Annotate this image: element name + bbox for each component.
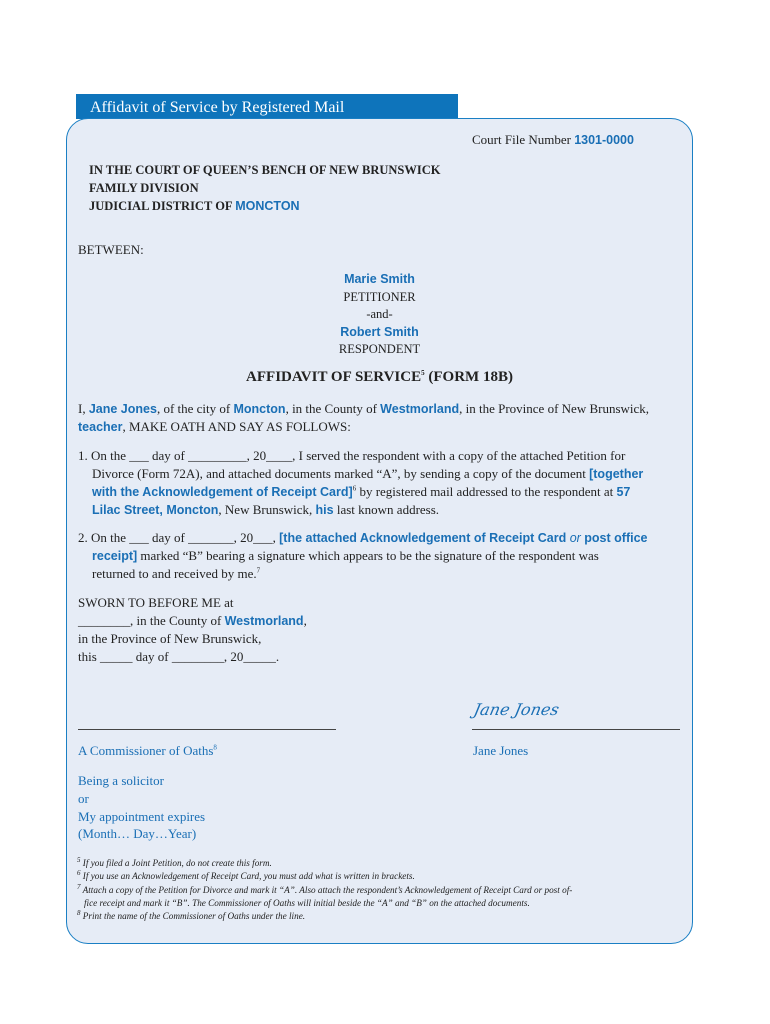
sworn-county: Westmorland — [224, 614, 304, 628]
commissioner-notes: Being a solicitor or My appointment expires (Month… Day…Year) — [78, 773, 206, 842]
and-label: -and- — [366, 307, 393, 322]
document-title: AFFIDAVIT OF SERVICE$^5$ (FORM 18B) — [246, 369, 513, 385]
footnote: fice receipt and mark it “B”. The Commissioner of Oaths will initial beside the “A” and “B” on the attached documents. — [84, 897, 530, 908]
court-heading: IN THE COURT OF QUEEN’S BENCH OF NEW BRUNSWICK FAMILY DIVISION JUDICIAL DISTRICT OF MONCTON — [89, 163, 441, 213]
footnote: $^5$ If you filed a Joint Petition, do not create this form. — [77, 855, 272, 868]
between-label: BETWEEN: — [78, 242, 144, 257]
deponent-signature-line — [472, 729, 680, 730]
sworn-block: SWORN TO BEFORE ME at ________, in the County of Westmorland, in the Province of New Brunswick, this _____ day of ________, 20_____. — [78, 595, 307, 664]
judicial-district: MONCTON — [235, 199, 300, 213]
city: Moncton — [233, 402, 286, 416]
footnote: $^7$ Attach a copy of the Petition for Divorce and mark it “A”. Also attach the respondent’s Acknowledgement of Receipt Card or post of- — [77, 882, 573, 895]
paragraph-2: 2. On the ___ day of _______, 20___, [the attached Acknowledgement of Receipt Card or post office receipt] marked “B” bearing a signature which appears to be the signature of the respondent was returned to and received by me.$^7$ — [78, 530, 648, 581]
petitioner-name: Marie Smith — [344, 272, 415, 286]
footnotes — [77, 857, 572, 923]
respondent-name: Robert Smith — [340, 324, 419, 339]
court-file-number-value: 1301-0000 — [574, 133, 634, 147]
deponent-name: Jane Jones — [88, 402, 157, 416]
form-title: Affidavit of Service by Registered Mail — [90, 99, 345, 116]
paragraph-1: 1. On the ___ day of _________, 20____, I served the respondent with a copy of the attached Petition for Divorce (Form 72A), and attached documents marked “A”, by sending a copy of the document [together with the Acknowledgement of Receipt Card]$^6$ by registered mail addressed to the respondent at 57 Lilac Street, Moncton, New Brunswick, his last known address. — [78, 448, 644, 517]
form-title-tab — [76, 94, 458, 119]
parties-block — [66, 271, 693, 359]
intro-paragraph: I, Jane Jones, of the city of Moncton, in the County of Westmorland, in the Province of New Brunswick, teacher, MAKE OATH AND SAY AS FOLLOWS: — [78, 401, 650, 434]
signature-script: Jane Jones — [471, 700, 561, 719]
occupation: teacher — [78, 420, 123, 434]
footnote: $^6$ If you use an Acknowledgement of Receipt Card, you must add what is written in brackets. — [77, 869, 415, 882]
respondent-label: RESPONDENT — [338, 342, 421, 357]
petitioner-label: PETITIONER — [343, 289, 416, 304]
footnote: $^8$ Print the name of the Commissioner of Oaths under the line. — [77, 909, 306, 922]
signer-name: Jane Jones — [473, 743, 529, 758]
court-file-number: Court File Number 1301-0000 — [472, 132, 634, 147]
commissioner-signature-line — [78, 729, 336, 730]
county: Westmorland — [380, 402, 460, 416]
commissioner-label: A Commissioner of Oaths$^8$ — [78, 743, 217, 758]
